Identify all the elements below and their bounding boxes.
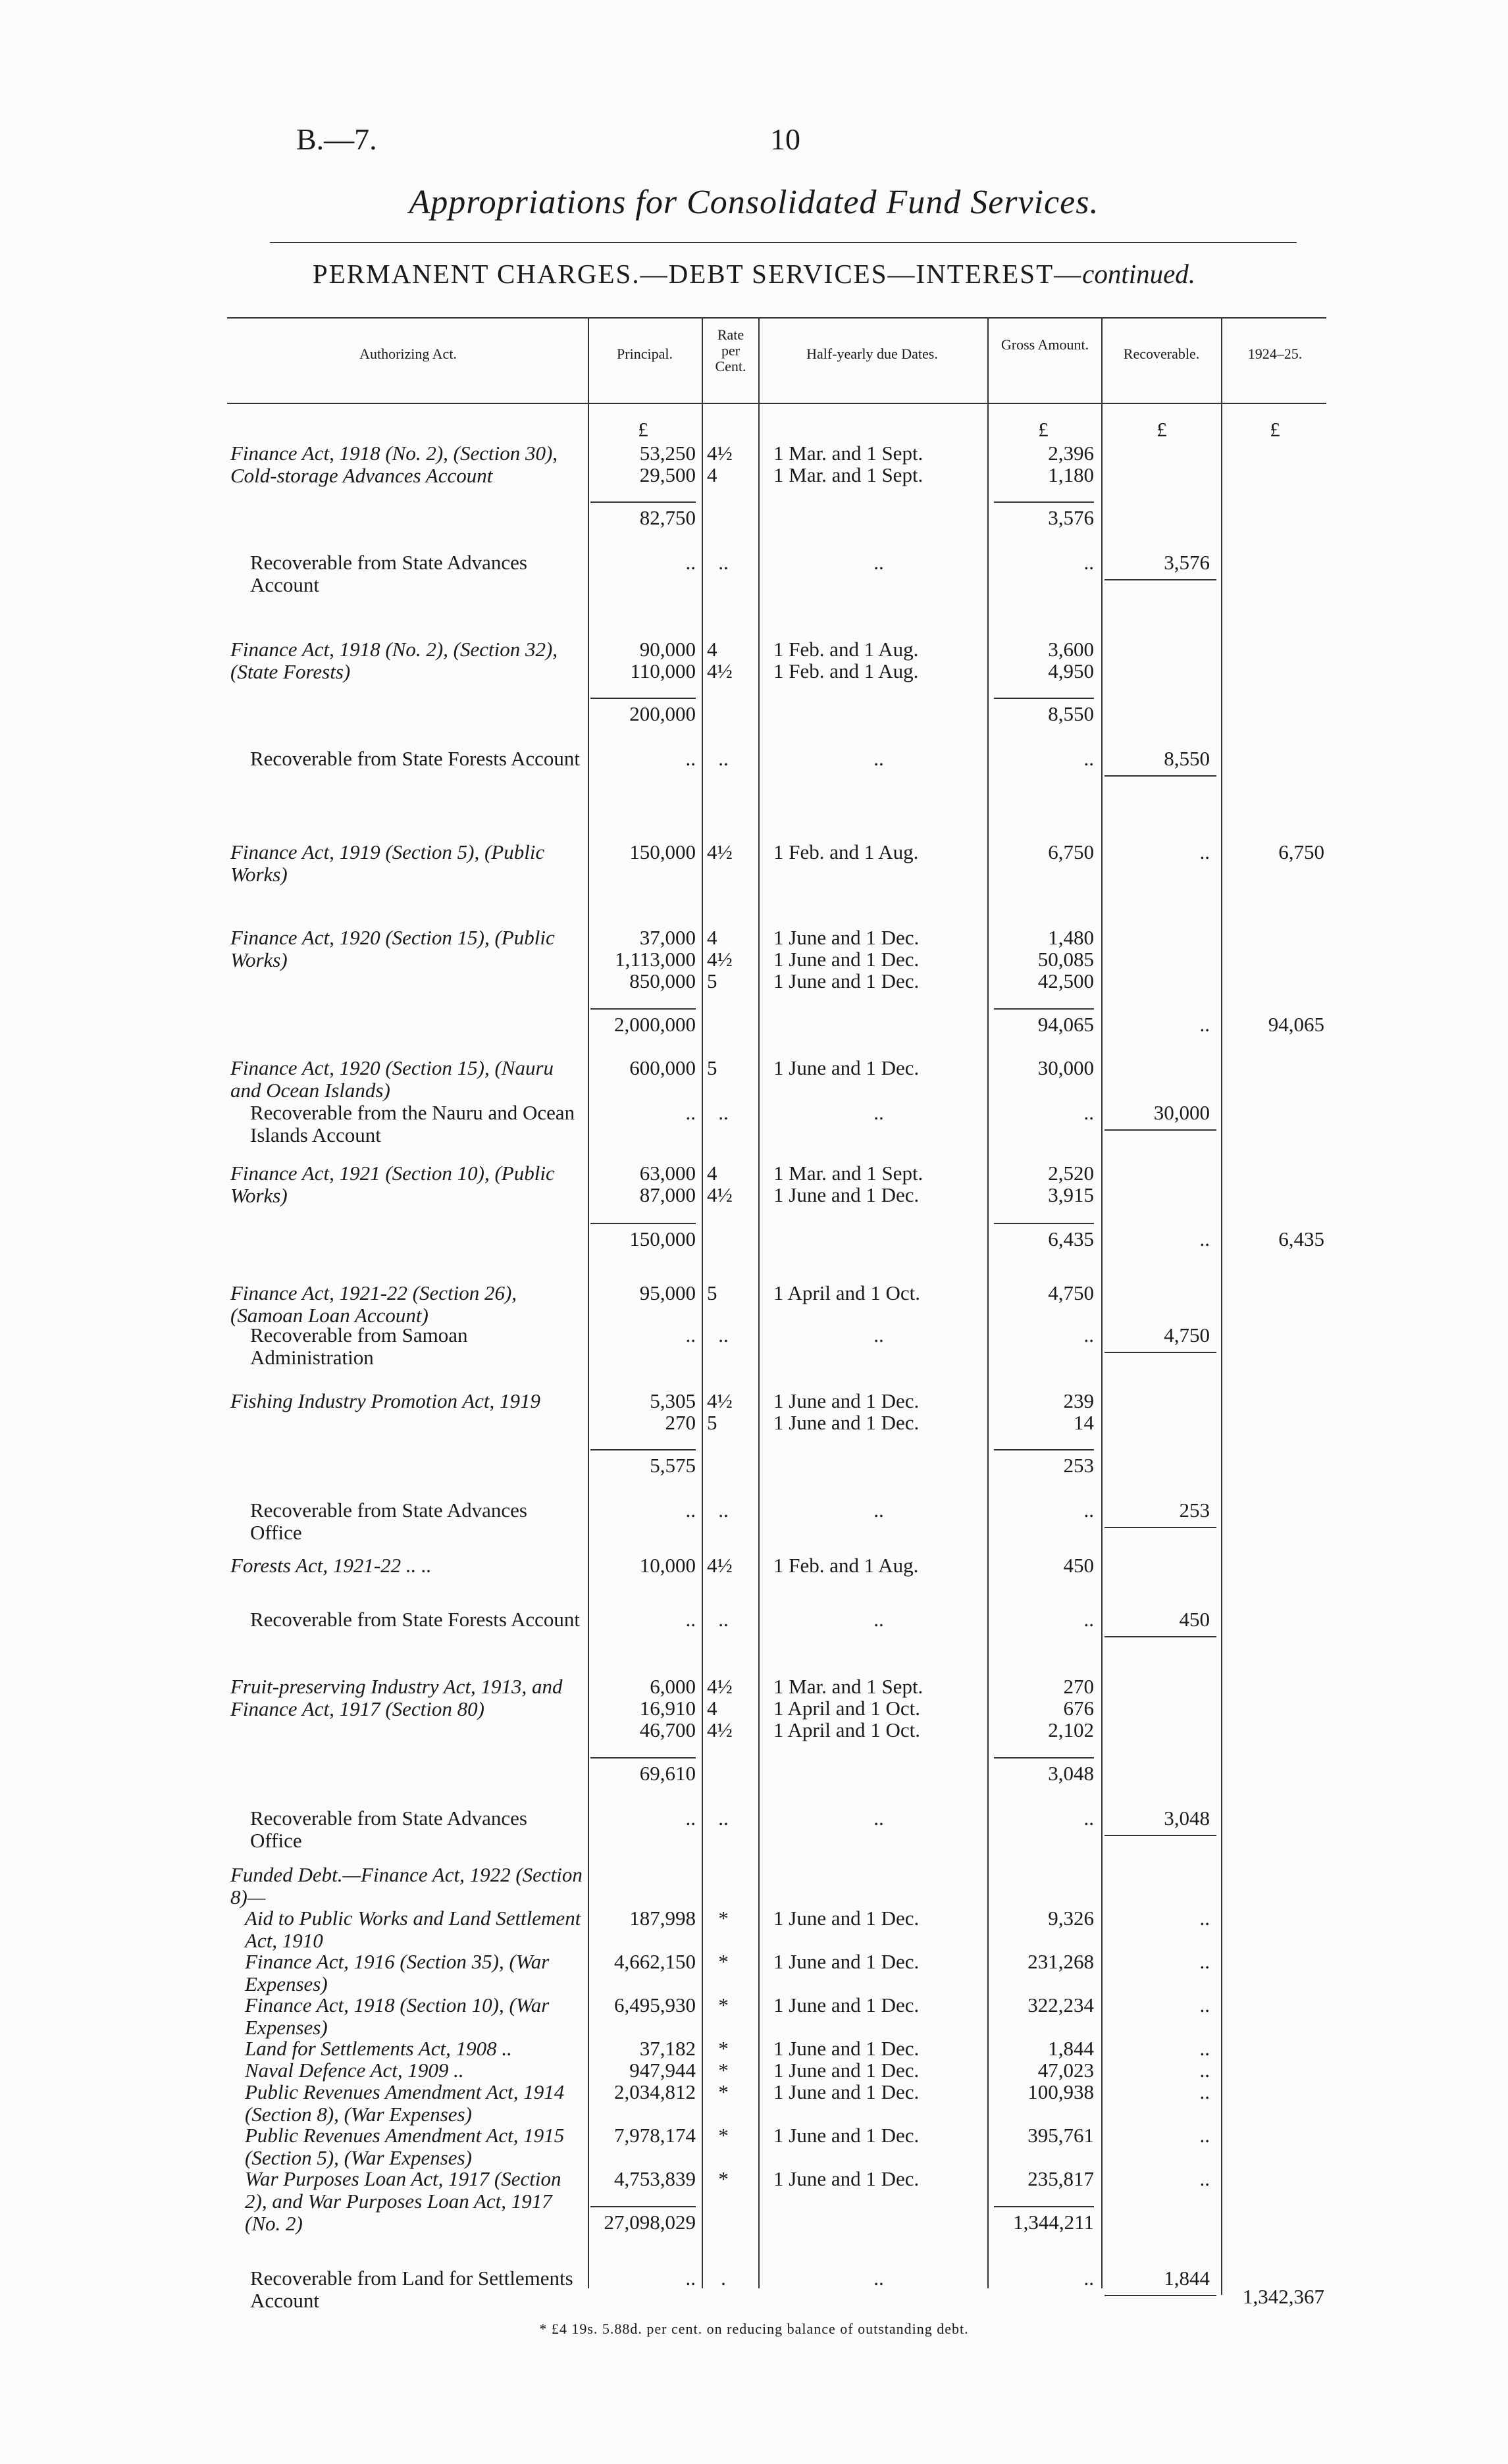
cell-gross: 3,600 — [1048, 638, 1094, 661]
cell-rate: * — [718, 1907, 729, 1930]
cell-act: Naval Defence Act, 1909 .. — [245, 2059, 464, 2082]
cell-recoverable: .. — [1199, 2037, 1210, 2060]
section-subtitle — [0, 258, 1508, 290]
cell-gross: 50,085 — [1037, 948, 1094, 971]
cell-principal: 69,610 — [639, 1762, 696, 1785]
cell-dates: 1 June and 1 Dec. — [773, 969, 920, 992]
cell-gross: 9,326 — [1048, 1907, 1094, 1930]
cell-recoverable: .. — [1199, 840, 1210, 863]
cell-act: Land for Settlements Act, 1908 .. — [245, 2037, 512, 2060]
col-header-recoverable: Recoverable. — [1123, 346, 1200, 362]
cell-principal: 5,305 — [650, 1389, 696, 1412]
cell-rate: 5 — [707, 969, 717, 992]
cell-gross: 1,180 — [1048, 463, 1094, 486]
cell-act: Recoverable from State Forests Account — [250, 747, 581, 770]
cell-act: Recoverable from State Advances Account — [250, 551, 527, 596]
cell-dates: 1 June and 1 Dec. — [773, 948, 920, 971]
cell-principal: 187,998 — [629, 1907, 696, 1930]
cell-rate: 4½ — [707, 1554, 733, 1577]
cell-rate: .. — [718, 551, 729, 574]
cell-gross: 2,396 — [1048, 442, 1094, 465]
cell-recoverable: .. — [1199, 2167, 1210, 2190]
cell-rate: .. — [718, 747, 729, 770]
col-header-rate: Rate per Cent. — [715, 326, 746, 374]
subtitle-continued: continued. — [1082, 259, 1196, 289]
subtotal-rule — [994, 1223, 1094, 1224]
cell-recoverable: .. — [1199, 2124, 1210, 2147]
cell-gross: 1,480 — [1048, 926, 1094, 949]
cell-principal: 63,000 — [639, 1162, 696, 1185]
cell-dates: 1 June and 1 Dec. — [773, 1950, 920, 1973]
currency-symbol: £ — [1270, 418, 1280, 441]
cell-gross: 270 — [1063, 1675, 1094, 1698]
cell-dates: 1 June and 1 Dec. — [773, 1389, 920, 1412]
cell-gross: .. — [1083, 1323, 1094, 1347]
cell-rate: 4½ — [707, 840, 733, 863]
cell-principal: 10,000 — [639, 1554, 696, 1577]
col-header-dates: Half-yearly due Dates. — [806, 346, 938, 362]
cell-recoverable: 4,750 — [1164, 1323, 1210, 1347]
col-header-year: 1924–25. — [1247, 346, 1303, 362]
recoverable-rule — [1105, 1129, 1216, 1131]
cell-rate: 4½ — [707, 1675, 733, 1698]
cell-rate: 4 — [707, 926, 717, 949]
cell-rate: 4½ — [707, 1389, 733, 1412]
col-header-principal: Principal. — [617, 346, 673, 362]
cell-rate: * — [718, 2080, 729, 2103]
cell-dates: 1 June and 1 Dec. — [773, 1411, 920, 1434]
cell-year: 94,065 — [1268, 1013, 1324, 1036]
cell-act: Aid to Public Works and Land Settlement Act, 1910 — [245, 1907, 581, 1952]
cell-principal: .. — [685, 1807, 696, 1830]
cell-recoverable: 30,000 — [1153, 1101, 1210, 1124]
cell-gross: 239 — [1063, 1389, 1094, 1412]
cell-dates: .. — [873, 1608, 884, 1631]
cell-recoverable: .. — [1199, 1227, 1210, 1250]
cell-rate: * — [718, 1993, 729, 2016]
cell-gross: 676 — [1063, 1697, 1094, 1720]
cell-recoverable: 3,576 — [1164, 551, 1210, 574]
subtotal-rule — [994, 501, 1094, 503]
cell-rate: * — [718, 2124, 729, 2147]
cell-principal: .. — [685, 1608, 696, 1631]
col-divider — [588, 317, 589, 2288]
cell-act: Fruit-preserving Industry Act, 1913, and Finance Act, 1917 (Section 80) — [230, 1675, 563, 1720]
cell-gross: .. — [1083, 551, 1094, 574]
cell-recoverable: 3,048 — [1164, 1807, 1210, 1830]
cell-principal: 29,500 — [639, 463, 696, 486]
title-rule — [270, 242, 1297, 243]
cell-principal: 4,662,150 — [614, 1950, 696, 1973]
subtotal-rule — [994, 1449, 1094, 1450]
subtotal-rule — [590, 1223, 696, 1224]
recoverable-rule — [1105, 1636, 1216, 1637]
recoverable-rule — [1105, 579, 1216, 580]
cell-principal: 87,000 — [639, 1183, 696, 1206]
recoverable-rule — [1105, 1527, 1216, 1528]
cell-rate: 5 — [707, 1056, 717, 1079]
cell-gross: 6,435 — [1048, 1227, 1094, 1250]
cell-act: Public Revenues Amendment Act, 1914 (Section 8), (War Expenses) — [245, 2080, 565, 2126]
page-number: 10 — [770, 122, 800, 156]
cell-recoverable: .. — [1199, 1907, 1210, 1930]
cell-principal: 1,113,000 — [615, 948, 696, 971]
cell-act: Recoverable from Land for Settlements Account — [250, 2267, 573, 2312]
cell-principal: 95,000 — [639, 1281, 696, 1304]
cell-principal: 6,495,930 — [614, 1993, 696, 2016]
cell-gross: .. — [1083, 2267, 1094, 2290]
cell-gross: 94,065 — [1037, 1013, 1094, 1036]
cell-act: Recoverable from State Advances Office — [250, 1499, 527, 1544]
cell-dates: 1 June and 1 Dec. — [773, 926, 920, 949]
subtitle-main: PERMANENT CHARGES.—DEBT SERVICES—INTEREST— — [312, 259, 1083, 289]
table-header-rule — [227, 403, 1326, 404]
subtotal-rule — [590, 1008, 696, 1010]
recoverable-rule — [1105, 2295, 1216, 2296]
col-divider — [702, 317, 703, 2288]
subtotal-rule — [590, 698, 696, 699]
cell-gross: 30,000 — [1037, 1056, 1094, 1079]
subtotal-rule — [994, 698, 1094, 699]
cell-principal: 82,750 — [639, 506, 696, 529]
cell-principal: 947,944 — [629, 2059, 696, 2082]
cell-rate: * — [718, 1950, 729, 1973]
subtotal-rule — [590, 2206, 696, 2207]
cell-recoverable: .. — [1199, 1993, 1210, 2016]
cell-rate: 4½ — [707, 442, 733, 465]
cell-dates: 1 Feb. and 1 Aug. — [773, 638, 919, 661]
cell-recoverable: .. — [1199, 1950, 1210, 1973]
cell-dates: 1 Mar. and 1 Sept. — [773, 1675, 923, 1698]
cell-gross: .. — [1083, 1499, 1094, 1522]
cell-recoverable: .. — [1199, 2080, 1210, 2103]
cell-principal: 4,753,839 — [614, 2167, 696, 2190]
cell-gross: 100,938 — [1027, 2080, 1094, 2103]
cell-act: Finance Act, 1921 (Section 10), (Public Works) — [230, 1162, 555, 1207]
cell-act: Recoverable from State Advances Office — [250, 1807, 527, 1852]
col-divider — [758, 317, 760, 2288]
cell-gross: 395,761 — [1027, 2124, 1094, 2147]
cell-gross: 322,234 — [1027, 1993, 1094, 2016]
cell-act: Finance Act, 1918 (No. 2), (Section 32), (State Forests) — [230, 638, 558, 683]
cell-rate: .. — [718, 1499, 729, 1522]
cell-act: War Purposes Loan Act, 1917 (Section 2), and War Purposes Loan Act, 1917 (No. 2) — [245, 2167, 561, 2235]
cell-dates: 1 June and 1 Dec. — [773, 2037, 920, 2060]
cell-gross: 231,268 — [1027, 1950, 1094, 1973]
subtotal-rule — [590, 1757, 696, 1758]
cell-gross: 47,023 — [1037, 2059, 1094, 2082]
cell-gross: 3,576 — [1048, 506, 1094, 529]
cell-dates: 1 Mar. and 1 Sept. — [773, 463, 923, 486]
cell-rate: 4½ — [707, 948, 733, 971]
cell-rate: .. — [718, 1101, 729, 1124]
cell-gross: 2,520 — [1048, 1162, 1094, 1185]
currency-symbol: £ — [1157, 418, 1167, 441]
cell-rate: 4 — [707, 1162, 717, 1185]
cell-recoverable: 450 — [1179, 1608, 1210, 1631]
cell-rate: * — [718, 2059, 729, 2082]
cell-gross: 253 — [1063, 1454, 1094, 1477]
cell-rate: 4 — [707, 1697, 717, 1720]
cell-principal: 270 — [665, 1411, 696, 1434]
cell-principal: 200,000 — [629, 702, 696, 725]
cell-dates: 1 April and 1 Oct. — [773, 1718, 920, 1741]
cell-rate: .. — [718, 1807, 729, 1830]
cell-year: 6,435 — [1278, 1227, 1324, 1250]
cell-rate: . — [721, 2267, 726, 2290]
cell-recoverable: 1,844 — [1164, 2267, 1210, 2290]
cell-dates: 1 June and 1 Dec. — [773, 1993, 920, 2016]
cell-dates: 1 Mar. and 1 Sept. — [773, 442, 923, 465]
cell-principal: 37,182 — [639, 2037, 696, 2060]
subtotal-rule — [590, 1449, 696, 1450]
cell-gross: .. — [1083, 747, 1094, 770]
cell-principal: 2,000,000 — [614, 1013, 696, 1036]
col-header-act: Authorizing Act. — [359, 346, 457, 362]
cell-recoverable: .. — [1199, 2059, 1210, 2082]
cell-dates: .. — [873, 551, 884, 574]
report-reference: B.—7. — [296, 122, 377, 156]
cell-rate: 4½ — [707, 1718, 733, 1741]
cell-rate: 4½ — [707, 1183, 733, 1206]
cell-principal: .. — [685, 551, 696, 574]
cell-year: 1,342,367 — [1243, 2285, 1324, 2308]
cell-dates: 1 Feb. and 1 Aug. — [773, 659, 919, 682]
cell-dates: 1 Feb. and 1 Aug. — [773, 840, 919, 863]
cell-dates: .. — [873, 1499, 884, 1522]
subtotal-rule — [994, 1757, 1094, 1758]
recoverable-rule — [1105, 1352, 1216, 1353]
cell-dates: .. — [873, 1807, 884, 1830]
page-title: Appropriations for Consolidated Fund Services. — [409, 184, 1099, 221]
cell-gross: 4,750 — [1048, 1281, 1094, 1304]
cell-gross: 3,048 — [1048, 1762, 1094, 1785]
cell-act: Funded Debt.—Finance Act, 1922 (Section 8)— — [230, 1863, 583, 1909]
cell-dates: 1 June and 1 Dec. — [773, 1907, 920, 1930]
subtotal-rule — [994, 2206, 1094, 2207]
cell-dates: .. — [873, 2267, 884, 2290]
cell-rate: 5 — [707, 1411, 717, 1434]
cell-act: Finance Act, 1918 (No. 2), (Section 30), Cold-storage Advances Account — [230, 442, 558, 487]
cell-principal: 37,000 — [639, 926, 696, 949]
cell-rate: 4½ — [707, 659, 733, 682]
cell-dates: 1 June and 1 Dec. — [773, 2167, 920, 2190]
cell-principal: 6,000 — [650, 1675, 696, 1698]
cell-principal: .. — [685, 747, 696, 770]
cell-rate: 4 — [707, 463, 717, 486]
cell-rate: 5 — [707, 1281, 717, 1304]
currency-symbol: £ — [638, 418, 648, 441]
col-divider — [1101, 317, 1103, 2288]
cell-gross: 235,817 — [1027, 2167, 1094, 2190]
cell-act: Recoverable from State Forests Account — [250, 1608, 581, 1631]
cell-dates: 1 June and 1 Dec. — [773, 2080, 920, 2103]
cell-recoverable: 8,550 — [1164, 747, 1210, 770]
cell-act: Finance Act, 1919 (Section 5), (Public Works) — [230, 840, 545, 886]
cell-rate: .. — [718, 1323, 729, 1347]
table-top-rule — [227, 317, 1326, 319]
cell-principal: 2,034,812 — [614, 2080, 696, 2103]
cell-principal: 27,098,029 — [604, 2211, 696, 2234]
cell-dates: 1 June and 1 Dec. — [773, 2124, 920, 2147]
cell-act: Finance Act, 1916 (Section 35), (War Expenses) — [245, 1950, 550, 1995]
col-divider — [987, 317, 989, 2288]
cell-year: 6,750 — [1278, 840, 1324, 863]
cell-gross: .. — [1083, 1807, 1094, 1830]
cell-principal: 5,575 — [650, 1454, 696, 1477]
cell-act: Recoverable from the Nauru and Ocean Islands Account — [250, 1101, 575, 1146]
cell-act: Public Revenues Amendment Act, 1915 (Section 5), (War Expenses) — [245, 2124, 565, 2169]
cell-principal: .. — [685, 1499, 696, 1522]
cell-dates: .. — [873, 1323, 884, 1347]
cell-rate: * — [718, 2037, 729, 2060]
cell-gross: 450 — [1063, 1554, 1094, 1577]
cell-principal: 150,000 — [629, 840, 696, 863]
cell-principal: 46,700 — [639, 1718, 696, 1741]
cell-principal: .. — [685, 1323, 696, 1347]
cell-gross: 3,915 — [1048, 1183, 1094, 1206]
cell-gross: 1,844 — [1048, 2037, 1094, 2060]
recoverable-rule — [1105, 1835, 1216, 1836]
cell-gross: 42,500 — [1037, 969, 1094, 992]
cell-dates: 1 June and 1 Dec. — [773, 2059, 920, 2082]
cell-principal: .. — [685, 2267, 696, 2290]
cell-dates: 1 Mar. and 1 Sept. — [773, 1162, 923, 1185]
cell-gross: .. — [1083, 1608, 1094, 1631]
cell-dates: .. — [873, 747, 884, 770]
cell-gross: 2,102 — [1048, 1718, 1094, 1741]
cell-principal: 110,000 — [630, 659, 696, 682]
cell-act: Finance Act, 1921-22 (Section 26), (Samoan Loan Account) — [230, 1281, 517, 1327]
currency-symbol: £ — [1038, 418, 1049, 441]
cell-rate: * — [718, 2167, 729, 2190]
cell-principal: .. — [685, 1101, 696, 1124]
cell-gross: 14 — [1074, 1411, 1094, 1434]
cell-act: Forests Act, 1921-22 .. .. — [230, 1554, 432, 1577]
cell-dates: 1 April and 1 Oct. — [773, 1281, 920, 1304]
cell-principal: 600,000 — [629, 1056, 696, 1079]
cell-dates: 1 June and 1 Dec. — [773, 1183, 920, 1206]
cell-gross: 8,550 — [1048, 702, 1094, 725]
subtotal-rule — [590, 501, 696, 503]
cell-gross: 6,750 — [1048, 840, 1094, 863]
footnote: * £4 19s. 5.88d. per cent. on reducing balance of outstanding debt. — [539, 2321, 969, 2337]
cell-act: Recoverable from Samoan Administration — [250, 1323, 468, 1369]
cell-dates: 1 April and 1 Oct. — [773, 1697, 920, 1720]
col-divider — [1221, 317, 1222, 2295]
cell-dates: 1 Feb. and 1 Aug. — [773, 1554, 919, 1577]
cell-principal: 53,250 — [639, 442, 696, 465]
cell-gross: 1,344,211 — [1013, 2211, 1094, 2234]
cell-rate: .. — [718, 1608, 729, 1631]
cell-act: Finance Act, 1920 (Section 15), (Public Works) — [230, 926, 555, 971]
cell-principal: 16,910 — [639, 1697, 696, 1720]
cell-act: Fishing Industry Promotion Act, 1919 — [230, 1389, 541, 1412]
cell-recoverable: .. — [1199, 1013, 1210, 1036]
subtotal-rule — [994, 1008, 1094, 1010]
cell-principal: 150,000 — [629, 1227, 696, 1250]
cell-gross: 4,950 — [1048, 659, 1094, 682]
cell-gross: .. — [1083, 1101, 1094, 1124]
cell-principal: 850,000 — [629, 969, 696, 992]
cell-act: Finance Act, 1920 (Section 15), (Nauru and Ocean Islands) — [230, 1056, 554, 1102]
col-header-gross: Gross Amount. — [1001, 336, 1089, 353]
cell-dates: .. — [873, 1101, 884, 1124]
cell-act: Finance Act, 1918 (Section 10), (War Expenses) — [245, 1993, 550, 2039]
cell-principal: 90,000 — [639, 638, 696, 661]
cell-rate: 4 — [707, 638, 717, 661]
cell-dates: 1 June and 1 Dec. — [773, 1056, 920, 1079]
cell-principal: 7,978,174 — [614, 2124, 696, 2147]
cell-recoverable: 253 — [1179, 1499, 1210, 1522]
recoverable-rule — [1105, 775, 1216, 777]
